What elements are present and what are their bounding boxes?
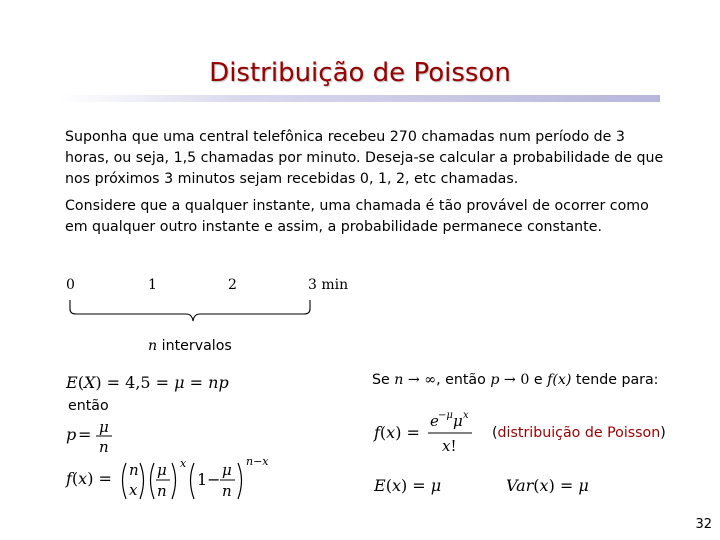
svg-text:E(x) = μ: E(x) = μ [374,476,442,495]
timeline-tick-2: 2 [228,277,237,293]
svg-text:x!: x! [442,437,457,455]
formula-mean [372,472,462,498]
svg-text:μ: μ [157,461,167,479]
svg-text:p: p [66,425,77,444]
svg-text:n: n [157,482,167,500]
interval-brace [70,300,310,321]
svg-text:=: = [78,425,92,444]
intervals-label: n intervalos [148,338,232,354]
formula-binomial [64,453,274,508]
svg-text:μ: μ [222,461,232,479]
timeline-tick-3: 3 min [308,277,349,293]
svg-text:n−x: n−x [246,455,269,468]
svg-text:1−: 1− [197,470,221,489]
svg-text:Var(x) = μ: Var(x) = μ [506,476,589,495]
paragraph-assumption: Considere que a qualquer instante, uma chamada é tão provável de ocorrer como em qualquer outro instante e assim, a probabilidade permanece constante. [65,198,649,235]
slide-title: Distribuição de Poisson [209,58,511,88]
svg-text:f(x) =: f(x) = [374,423,420,442]
svg-text:e: e [430,412,439,430]
formula-variance [504,472,604,498]
svg-text:n: n [129,461,139,479]
svg-text:−μ: −μ [438,410,453,421]
svg-text:x: x [463,410,469,421]
limit-sentence: Se n → ∞, então p → 0 e f(x) tende para: [372,372,659,388]
svg-text:n: n [99,438,109,456]
poisson-note: (distribuição de Poisson) [492,425,666,441]
svg-text:E(X) = 4,5 = μ = np: E(X) = 4,5 = μ = np [66,373,229,392]
formula-expectation [64,368,234,396]
svg-text:x: x [180,457,187,470]
formula-p-definition [64,415,124,457]
svg-text:n: n [222,482,232,500]
svg-text:μ: μ [453,412,463,430]
formula-poisson [372,408,482,458]
svg-text:f(x) =: f(x) = [66,469,112,488]
entao-label: então [68,398,109,414]
timeline-tick-1: 1 [148,277,157,293]
timeline-tick-0: 0 [66,277,75,293]
slide-number: 32 [695,517,712,532]
svg-text:μ: μ [99,418,109,436]
paragraph-intro: Suponha que uma central telefônica recebeu 270 chamadas num período de 3 horas, ou seja, 1,5 chamadas por minuto. Deseja-se calcular a probabilidade de que nos próximos 3 minutos sejam recebidas 0, 1, 2, etc chamadas. [65,129,664,187]
svg-text:x: x [129,481,138,499]
